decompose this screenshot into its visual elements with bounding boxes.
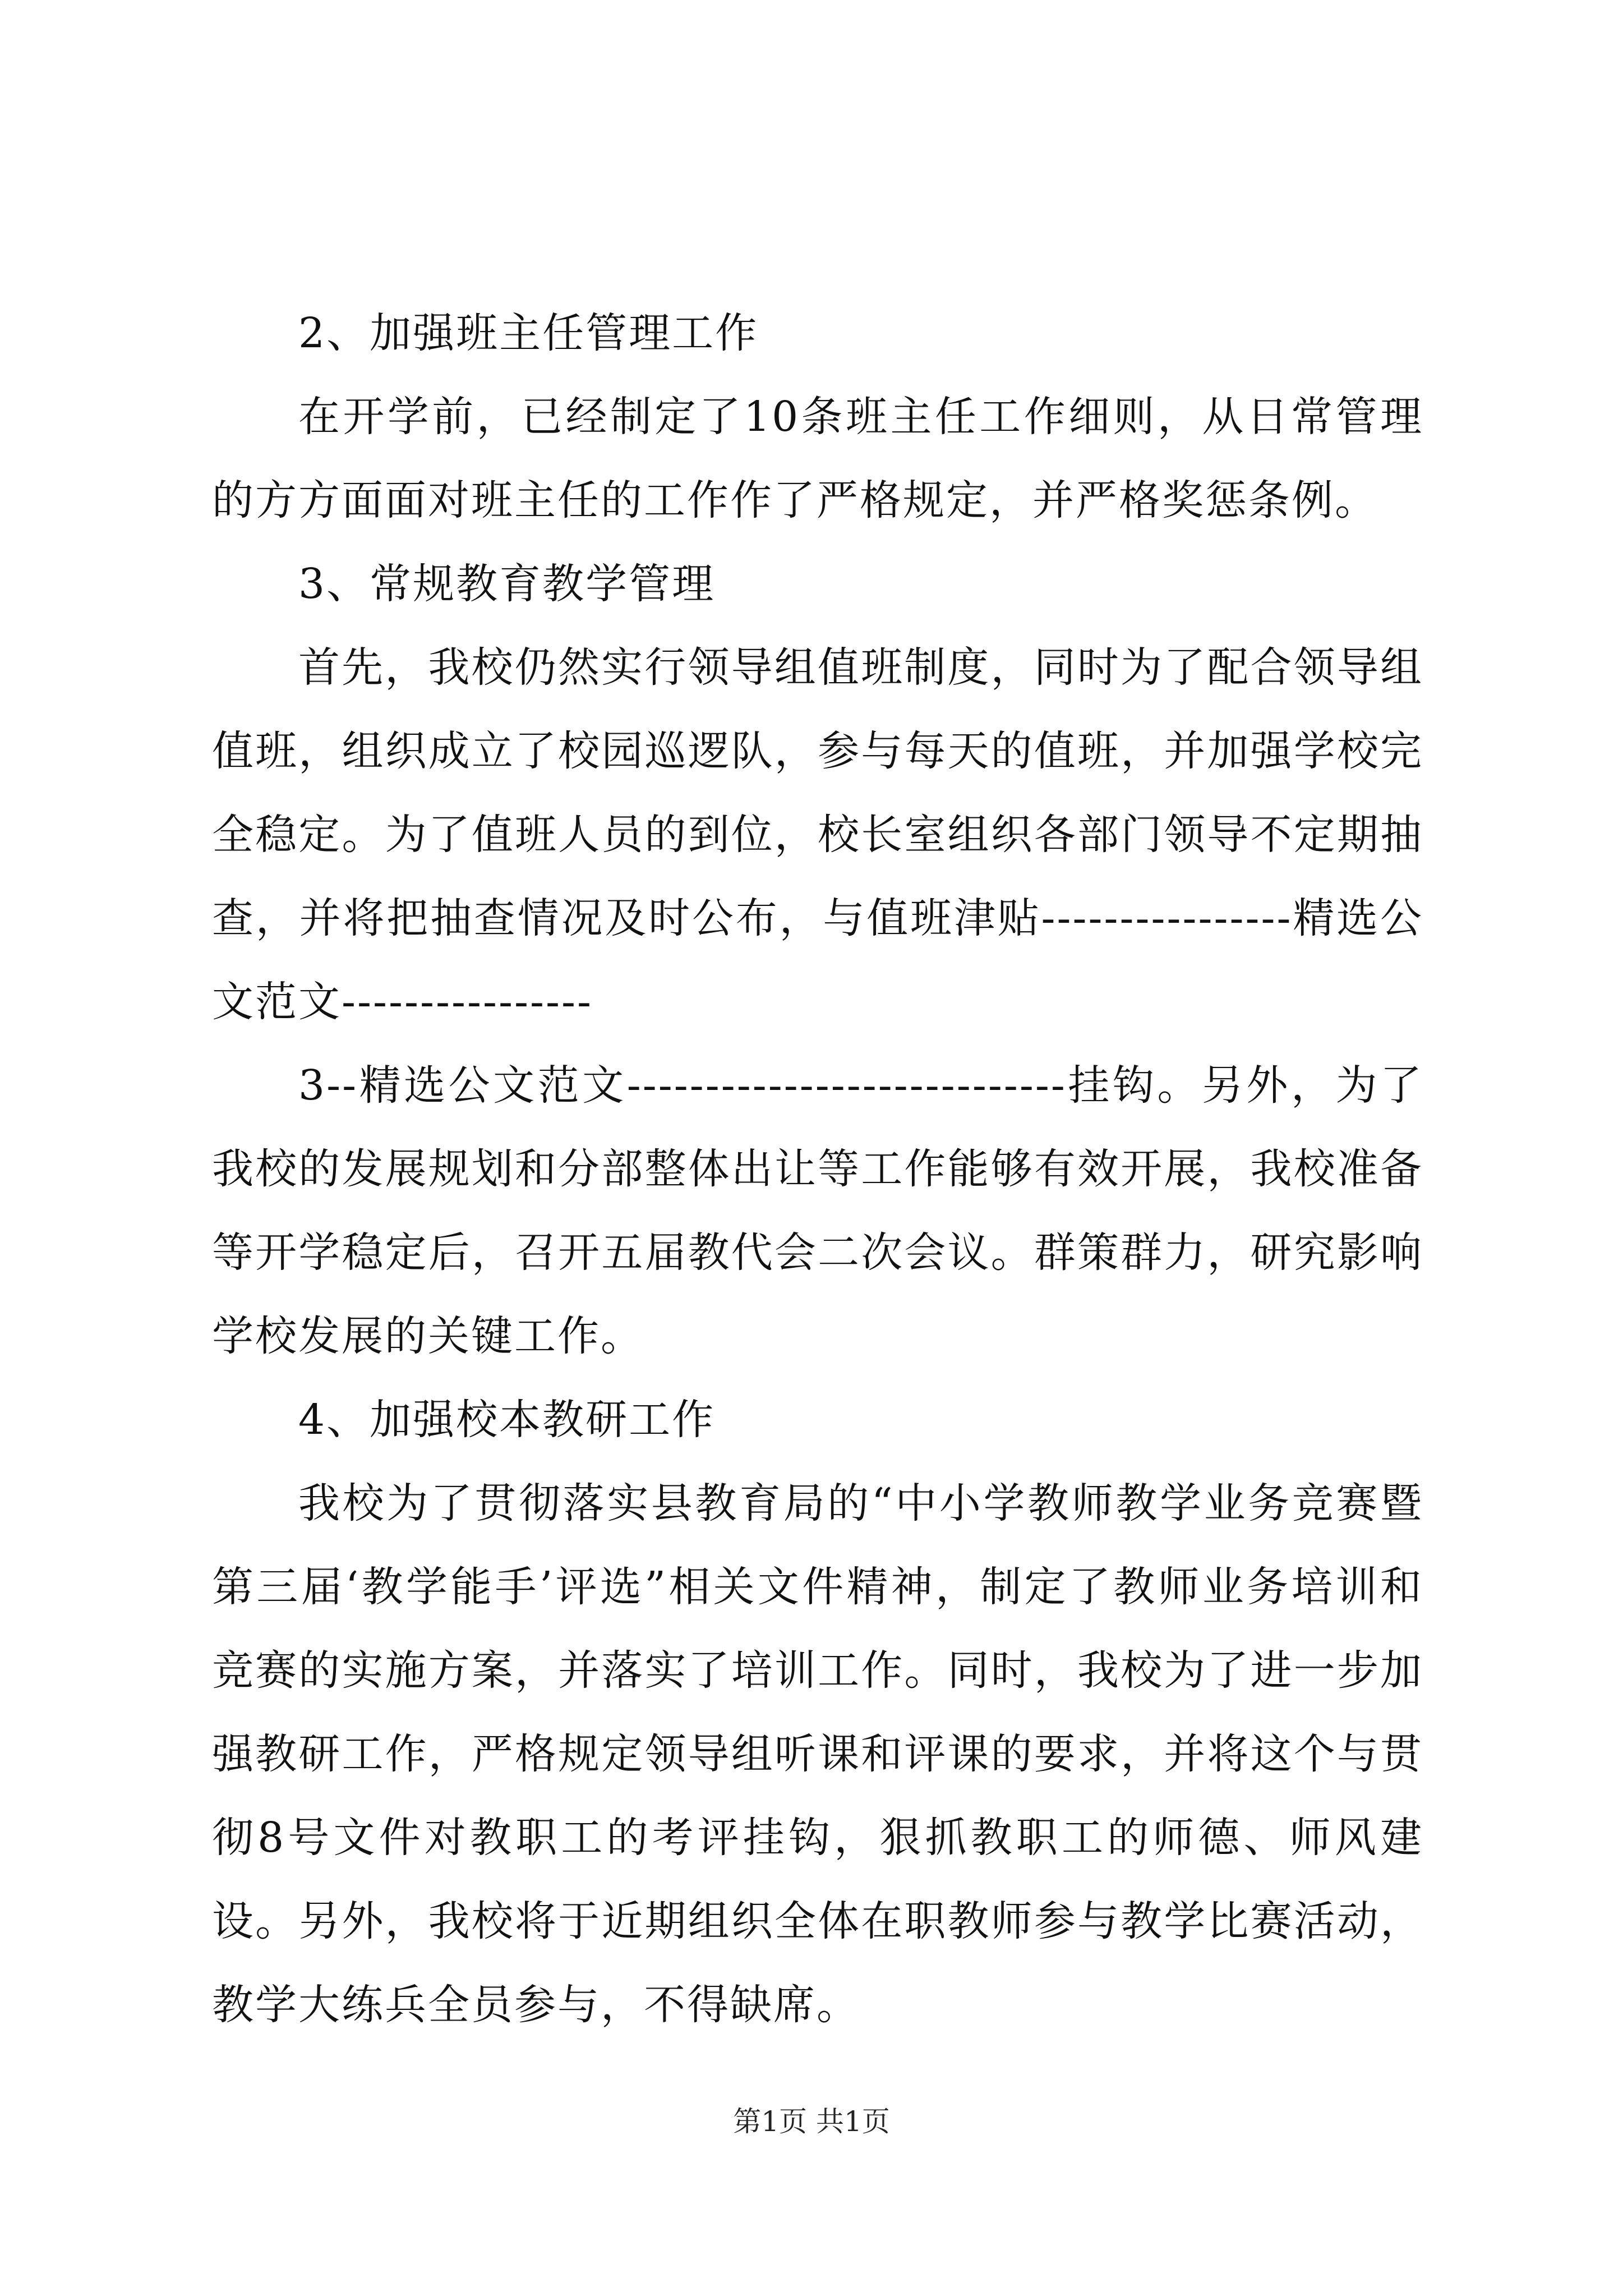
section-heading-routine-management: 3、常规教育教学管理 bbox=[298, 560, 716, 608]
paragraph-class-teacher-rules: 在开学前，已经制定了10条班主任工作细则，从日常管理的方方面面对班主任的工作作了严格规定，并严格奖惩条例。 bbox=[212, 393, 1423, 524]
section-heading-school-research: 4、加强校本教研工作 bbox=[298, 1396, 716, 1444]
section-heading-class-teacher: 2、加强班主任管理工作 bbox=[298, 309, 759, 357]
paragraph-staff-congress: 3--精选公文范文----------------------------挂钩。另外，为了我校的发展规划和分部整体出让等工作能够有效开展，我校准备等开学稳定后，召开五届教代会二次会议。群策群力，研究影响学校发展的关键工作。 bbox=[212, 1061, 1423, 1360]
page-number-footer: 第1页 共1页 bbox=[733, 2105, 890, 2138]
paragraph-duty-system: 首先，我校仍然实行领导组值班制度，同时为了配合领导组值班，组织成立了校园巡逻队，参与每天的值班，并加强学校完全稳定。为了值班人员的到位，校长室组织各部门领导不定期抽查，并将把抽查情况及时公布，与值班津贴----------------精选公文范文---------------- bbox=[212, 643, 1423, 1026]
paragraph-teacher-training: 我校为了贯彻落实县教育局的“中小学教师教学业务竞赛暨第三届‘教学能手’评选”相关文件精神，制定了教师业务培训和竞赛的实施方案，并落实了培训工作。同时，我校为了进一步加强教研工作，严格规定领导组听课和评课的要求，并将这个与贯彻8号文件对教职工的考评挂钩，狠抓教职工的师德、师风建设。另外，我校将于近期组织全体在职教师参与教学比赛活动，教学大练兵全员参与，不得缺席。 bbox=[212, 1479, 1423, 2029]
document-body bbox=[212, 292, 1423, 2047]
